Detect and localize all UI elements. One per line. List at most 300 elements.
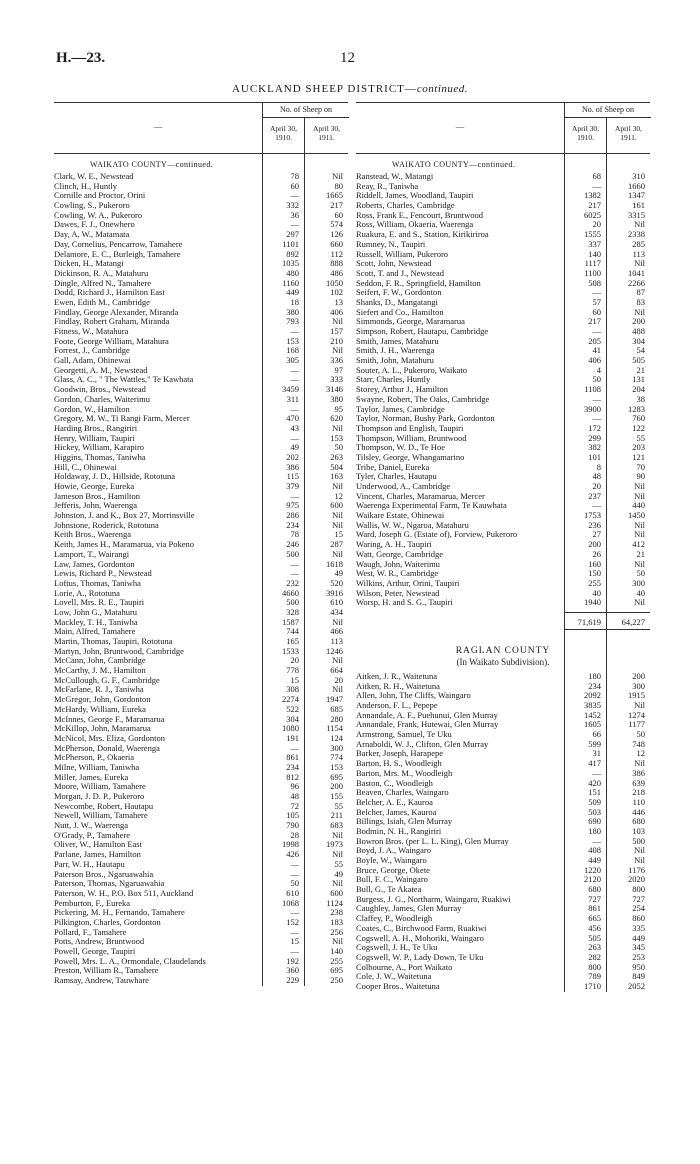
sheep-1911: 163 [330,471,343,482]
sheep-1911: 620 [330,413,343,424]
owner-name: Georgetti, A. M., Newstead [54,365,148,375]
sheep-1911: Nil [634,845,645,856]
sheep-1911: 434 [330,606,343,617]
owner-name: Vincent, Charles, Maramarua, Mercer [356,491,485,501]
table-row [54,337,348,347]
table-row [356,701,650,711]
table-row [54,695,348,705]
sheep-1911: Nil [634,481,645,491]
table-row [356,172,650,182]
sheep-1911: 50 [636,568,645,579]
sheep-1911: Nil [634,855,645,865]
owner-name: Ramsay, Andrew, Tauwhare [54,976,149,986]
sheep-1911: 55 [636,432,645,443]
table-row [356,250,650,260]
table-row [356,424,650,434]
sheep-1910: 599 [588,738,601,749]
table-row [54,298,348,308]
table-row [54,860,348,870]
table-row [356,808,650,818]
sheep-1911: 161 [632,200,645,211]
sheep-1911: 3146 [326,384,343,395]
sheep-1911: 446 [632,806,645,817]
table-row [356,201,650,211]
sheep-1910: 861 [286,752,299,763]
table-body [54,154,348,986]
owner-name: McGregor, John, Gordonton [54,695,151,705]
sheep-1910: 304 [286,713,299,724]
sheep-1910: 72 [290,800,299,811]
sheep-1911: 1973 [326,839,343,850]
owner-name: Paterson Bros., Ngaruawahia [54,869,154,879]
sheep-1910: 1382 [584,190,601,201]
owner-name: Starr, Charles, Huntly [356,375,431,385]
sheep-1910: 503 [588,806,601,817]
sheep-1911: 1283 [628,403,645,414]
table-row [356,298,650,308]
sheep-1911: 155 [330,791,343,801]
sheep-1911: 55 [334,858,343,869]
sheep-1911: 695 [330,965,343,976]
sheep-1911: Nil [332,481,343,491]
sheep-1910: — [290,219,299,230]
table-row [54,821,348,831]
sheep-1911: 1450 [628,510,645,521]
sheep-1911: 49 [334,568,343,579]
table-row [356,530,650,540]
owner-name: McNicol, Mrs. Eliza, Gordonton [54,733,165,743]
owner-name: Waring, A. H., Taupiri [356,540,432,550]
owner-name: Riddell, James, Woodland, Taupiri [356,191,474,201]
title-continued: continued. [416,83,469,95]
owner-name: Cole, J. W., Waitetuna [356,972,432,982]
sheep-1910: 861 [588,903,601,914]
sheep-1911: 950 [632,961,645,972]
owner-name: Wallis, W. W., Ngaroa, Matahuru [356,520,469,530]
sheep-1910: 1753 [584,510,601,521]
sheep-1911: 280 [330,713,343,724]
sheep-1910: — [290,190,299,201]
col-1911-header: April 30, 1911. [606,118,650,153]
owner-name: Howie, George, Eureka [54,482,135,491]
sheep-1910: 286 [286,510,299,521]
owner-name: Higgins, Thomas, Taniwha [54,452,146,462]
sheep-1911: 200 [632,670,645,681]
table-row [54,172,348,182]
owner-name: Barton, Mrs. M., Woodleigh [356,768,453,778]
sheep-1911: 49 [334,868,343,879]
sheep-1910: 50 [290,878,299,889]
owner-name: Boyd, J. A., Waingaro [356,846,431,856]
sheep-1910: 180 [588,670,601,681]
owner-name: Cogswell, J. H., Te Uku [356,943,438,953]
owner-name: Johnston, J. and K., Box 27, Morrinsville [54,511,195,521]
sheep-1911: 2052 [628,980,645,991]
table-row [54,366,348,376]
sheep-1911: 12 [334,490,343,501]
table-row [54,279,348,289]
sheep-1910: 31 [592,748,601,759]
owner-name: Harding Bros., Rangiriri [54,423,138,433]
sheep-1911: 218 [632,787,645,798]
sheep-1910: 508 [588,277,601,288]
owner-name: Pickering, M. H., Fernando, Tamahere [54,908,185,918]
sheep-1911: Nil [634,529,645,540]
table-row [54,724,348,734]
sheep-1911: 21 [636,548,645,559]
sheep-1910: 299 [588,432,601,443]
sheep-1911: 153 [330,761,343,772]
sheep-1911: 204 [632,384,645,395]
table-row [356,269,650,279]
sheep-1911: 95 [334,403,343,414]
sheep-1910: 610 [286,887,299,898]
sheep-1911: 12 [636,748,645,759]
owner-name: Roberts, Charles, Cambridge [356,201,455,211]
table-row [54,773,348,783]
owner-name: Preston, William R., Tamahere [54,966,159,976]
owner-name: Pemburton, F., Eureka [54,898,131,908]
table-row [54,288,348,298]
owner-name: Smith, James, Matahuru [356,336,439,346]
sheep-1911: 55 [334,800,343,811]
sheep-1910: 1533 [282,645,299,656]
sheep-1911: 238 [330,907,343,918]
owner-name: Waugh, John, Waiterimu [356,559,440,569]
sheep-1910: 36 [290,209,299,220]
table-row [356,560,650,570]
owner-name: Coates, C., Birchwood Farm, Ruakiwi [356,923,487,933]
owner-name: Potts, Andrew, Bruntwood [54,937,145,947]
owner-name: Arnaboldi, W. J., Clifton, Glen Murray [356,739,489,749]
sheep-1911: 263 [330,451,343,462]
table-row [356,779,650,789]
table-row [356,598,650,608]
sheep-1911: 440 [632,500,645,511]
owner-name: Simmonds, George, Maramarua [356,317,465,327]
sheep-1910: 234 [286,761,299,772]
sheep-1911: 122 [632,422,645,433]
table-row [54,957,348,967]
sheep-1910: 1998 [282,839,299,850]
sheep-1911: 600 [330,500,343,511]
sheep-1911: 60 [334,209,343,220]
sheep-1910: 382 [588,442,601,453]
sheep-1911: 504 [330,461,343,472]
table-row [356,356,650,366]
sheep-1910: 165 [286,636,299,646]
table-row [356,672,650,682]
table-row [356,589,650,599]
table-row [356,943,650,953]
table-row [54,269,348,279]
sheep-1911: Nil [634,258,645,269]
owner-name: Rumney, N., Taupiri [356,239,426,249]
sheep-1910: 386 [286,461,299,472]
table-row [356,827,650,837]
table-row [54,511,348,521]
table-row [54,792,348,802]
sheep-1911: 50 [636,729,645,740]
sheep-1910: 1108 [584,384,601,395]
sheep-1910: 500 [286,597,299,608]
sheep-1910: 480 [286,267,299,278]
sheep-1911: 256 [330,926,343,937]
sheep-1911: 1154 [326,723,343,734]
sheep-1910: 68 [592,171,601,181]
table-row [356,259,650,269]
sheep-1910: 417 [588,758,601,769]
sheep-1911: 386 [632,767,645,778]
table-row [54,346,348,356]
sheep-1911: Nil [332,422,343,433]
sheep-1910: 237 [588,490,601,501]
sheep-1910: 78 [290,529,299,540]
table-row [54,540,348,550]
sheep-1910: 789 [588,971,601,982]
table-row [54,579,348,589]
sheep-1911: 748 [632,738,645,749]
owner-name: Barker, Joseph, Harapepe [356,749,443,759]
sheep-1910: — [290,858,299,869]
owner-name: Belcher, A. E., Kauroa [356,797,433,807]
owner-name: Smith, John, Matahuru [356,356,434,366]
sheep-1910: 50 [592,374,601,385]
sheep-1911: 520 [330,577,343,588]
owner-name: Loftus, Thomas, Taniwha [54,578,141,588]
sheep-1910: 150 [588,568,601,579]
table-row [54,492,348,502]
sheep-1910: 1710 [584,980,601,991]
sheep-1910: 205 [588,335,601,346]
owner-name: Foote, George William, Matahura [54,336,169,346]
sheep-1911: 505 [632,355,645,366]
owner-name: McPherson, P., Okaeria [54,753,135,763]
sheep-1910: 60 [290,180,299,191]
sheep-1910: 28 [290,829,299,840]
sheep-1910: 8 [596,461,601,472]
sheep-1910: 456 [588,922,601,933]
sheep-1910: 500 [286,548,299,559]
table-row [356,924,650,934]
sheep-1911: 200 [632,316,645,327]
table-row [54,608,348,618]
sheep-1911: Nil [332,345,343,356]
table-row [54,850,348,860]
owner-name: Waerenga Experimental Farm, Te Kauwhata [356,501,507,511]
sheep-1910: — [592,767,601,778]
table-row [54,424,348,434]
sheep-1910: — [290,558,299,569]
sheep-1911: 112 [330,248,343,259]
total-1911: 64,227 [606,612,650,630]
owner-name: Ewen, Edith M., Cambridge [54,297,150,307]
sheep-1910: 522 [286,703,299,714]
sheep-1910: 426 [286,849,299,860]
sheep-1911: 1665 [326,190,343,201]
table-row [54,569,348,579]
sheep-1910: 15 [290,936,299,947]
owner-name: Tyler, Charles, Hautapu [356,472,437,482]
sheep-count-header: No. of Sheep on [262,103,349,118]
sheep-1910: 43 [290,422,299,433]
sheep-1910: 509 [588,796,601,807]
table-row [54,705,348,715]
sheep-1910: 1068 [282,897,299,908]
owner-name: Low, John G., Matahuru [54,607,138,617]
table-row [54,899,348,909]
sheep-1910: 406 [588,355,601,366]
sheep-1911: 102 [330,287,343,298]
table-row [54,831,348,841]
sheep-1910: — [592,326,601,336]
sheep-1911: 183 [330,916,343,927]
sheep-1910: 27 [592,529,601,540]
owner-name: Dodd, Richard J., Hamilton East [54,288,165,298]
sheep-1911: 574 [330,219,343,230]
owner-name: Waikare Estate, Ohinewai [356,511,445,521]
owner-name: Johnstone, Roderick, Rototuna [54,520,159,530]
sheep-1910: 665 [588,913,601,924]
owner-name: Miller, James, Eureka [54,772,129,782]
sheep-1910: 20 [592,481,601,491]
sheep-1911: 254 [632,903,645,914]
left-table [54,102,348,986]
sheep-1910: 168 [286,345,299,356]
table-row [356,895,650,905]
sheep-1910: 20 [290,655,299,666]
table-row [54,656,348,666]
sheep-1911: 1041 [628,267,645,278]
table-row [356,337,650,347]
table-row [54,715,348,725]
sheep-1911: 124 [330,732,343,743]
sheep-1911: 1177 [628,719,645,730]
sheep-1910: 2092 [584,690,601,701]
owner-name: Bowron Bros. (per L. L. King), Glen Murray [356,836,509,846]
owner-name: Main, Alfred, Tamahere [54,627,136,637]
raglan-county-heading: RAGLAN COUNTY [455,645,551,656]
sheep-1911: 300 [632,577,645,588]
sheep-1910: 505 [588,932,601,943]
owner-name: Underwood, A., Cambridge [356,482,451,491]
sheep-1910: 49 [290,442,299,453]
sheep-1910: 6025 [584,209,601,220]
sheep-1911: 300 [632,680,645,691]
sheep-1911: 849 [632,971,645,982]
owner-name: Hickey, William, Karapiro [54,443,145,453]
sheep-1911: 210 [330,335,343,346]
owner-name: Colbourne, A., Port Waikato [356,962,453,972]
owner-name: Cooper Bros., Waitetuna [356,981,440,991]
sheep-1911: Nil [332,548,343,559]
owner-name: McCullough, G. F., Cambridge [54,675,160,685]
sheep-1910: — [592,180,601,191]
owner-name: Bodmin, N. H., Rangiriri [356,826,442,836]
sheep-1910: 3459 [282,384,299,395]
sheep-1911: 1176 [628,864,645,875]
owner-name: Cogswell, W. P., Lady Down, Te Uku [356,952,484,962]
sheep-1910: 41 [592,345,601,356]
sheep-1910: 115 [286,471,299,482]
sheep-1910: 420 [588,777,601,788]
table-row [356,240,650,250]
sheep-1910: — [290,868,299,879]
sheep-1911: 126 [330,229,343,240]
sheep-1911: 38 [636,393,645,404]
table-row [356,434,650,444]
table-row [356,730,650,740]
table-row [54,501,348,511]
owner-name: Annandale, A. F., Puehunui, Glen Murray [356,710,498,720]
table-row [356,230,650,240]
table-row [54,259,348,269]
sheep-1910: 1587 [282,616,299,627]
sheep-1911: 310 [632,171,645,181]
table-row [54,530,348,540]
table-row [54,443,348,453]
sheep-1910: — [592,287,601,298]
owner-name: Keith, James H., Maramarua, via Pokeno [54,540,194,550]
sheep-1910: — [290,568,299,579]
owner-name: Day, A. W., Matamata [54,230,130,240]
owner-name: Wilkins, Arthur, Orini, Taupiri [356,578,460,588]
owner-name: Dicken, H., Matangi [54,259,124,269]
table-row [54,240,348,250]
table-row [54,647,348,657]
sheep-1910: 40 [592,587,601,598]
sheep-1911: 113 [330,636,343,646]
owner-name: Armstrong, Samuel, Te Uku [356,730,452,740]
table-row [356,472,650,482]
sheep-1911: 639 [632,777,645,788]
table-row [54,589,348,599]
table-row [356,982,650,992]
sheep-1911: Nil [332,655,343,666]
table-row [54,870,348,880]
owner-name: McPherson, Donald, Waerenga [54,743,160,753]
sheep-1910: 26 [592,548,601,559]
table-row [356,220,650,230]
sheep-1911: 217 [330,200,343,211]
table-row [356,375,650,385]
owner-name: Findlay, George Alexander, Miranda [54,307,179,317]
sheep-1910: 975 [286,500,299,511]
owner-name: Thompson, W. D., Te Hoe [356,443,445,453]
owner-name: McHardy, William, Eureka [54,704,146,714]
sheep-1910: 48 [592,471,601,482]
sheep-1910: 60 [592,306,601,317]
table-row [54,966,348,976]
table-row [54,918,348,928]
owner-name: Taylor, James, Cambridge [356,404,445,414]
sheep-1911: 110 [632,796,645,807]
owner-name: Powell, George, Taupiri [54,947,136,956]
section-heading: WAIKATO COUNTY—continued. [392,160,516,169]
sheep-1911: 1660 [628,180,645,191]
owner-name: Dickinson, R. A., Matahuru [54,268,149,278]
sheep-1911: 200 [330,781,343,792]
owner-name: Powell, Mrs. L. A., Ormondale, Claudelands [54,956,206,966]
sheep-1910: 140 [588,248,601,259]
sheep-1910: 105 [286,810,299,821]
sheep-1911: 287 [330,539,343,550]
col-1910-header: April 30, 1910. [564,118,606,153]
sheep-1910: — [290,907,299,918]
table-row [356,579,650,589]
raglan-subdivision: (In Waikato Subdivision). [456,656,550,667]
table-row [54,482,348,492]
